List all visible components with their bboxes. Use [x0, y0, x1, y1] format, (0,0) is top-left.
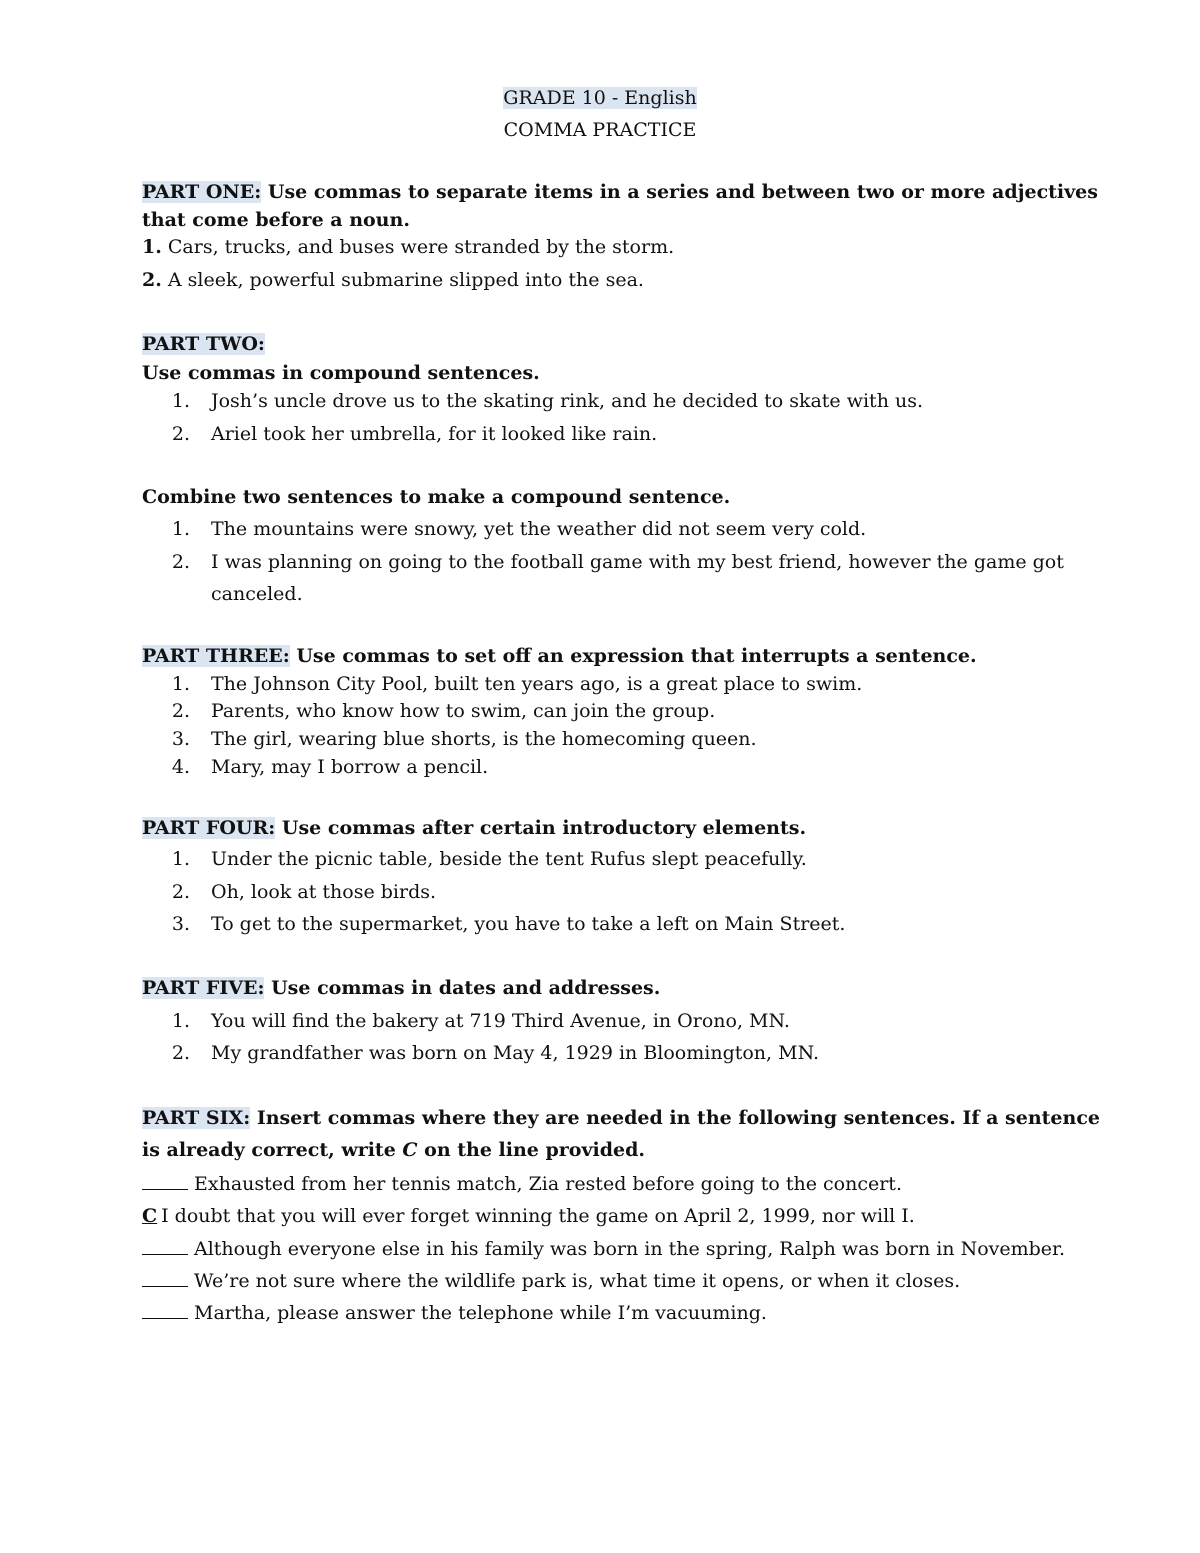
title-text: GRADE 10 - English — [503, 87, 697, 109]
part-two-heading — [142, 331, 265, 357]
part-two-sub1-title: Use commas in compound sentences. — [142, 362, 540, 384]
answer-filled[interactable]: C — [142, 1205, 158, 1227]
part-one-heading — [142, 179, 1098, 205]
answer-row: Exhausted from her tennis match, Zia rested before going to the concert. — [142, 1170, 902, 1197]
part-five-instruction: Use commas in dates and addresses. — [271, 977, 661, 999]
part-three-instruction: Use commas to set off an expression that interrupts a sentence. — [296, 645, 977, 667]
answer-blank[interactable] — [142, 1299, 188, 1319]
part-four-heading — [142, 815, 806, 841]
answer-row: Martha, please answer the telephone while I’m vacuuming. — [142, 1299, 767, 1326]
part-two-label: PART TWO: — [142, 333, 265, 355]
page-subtitle: COMMA PRACTICE — [503, 119, 697, 141]
answer-row: We’re not sure where the wildlife park is, what time it opens, or when it closes. — [142, 1267, 960, 1294]
part-one-item: 2. A sleek, powerful submarine slipped into the sea. — [142, 269, 644, 291]
part-five-label: PART FIVE: — [142, 977, 265, 999]
answer-blank[interactable] — [142, 1170, 188, 1190]
answer-blank[interactable] — [142, 1267, 188, 1287]
answer-row: C I doubt that you will ever forget winning the game on April 2, 1999, nor will I. — [142, 1205, 915, 1227]
part-one-instruction: Use commas to separate items in a series and between two or more adjectives — [267, 181, 1098, 203]
part-six-heading — [142, 1105, 1100, 1131]
part-four-instruction: Use commas after certain introductory elements. — [281, 817, 807, 839]
part-six-label: PART SIX: — [142, 1107, 251, 1129]
part-two-sub2-title: Combine two sentences to make a compound sentence. — [142, 486, 731, 508]
answer-row: Although everyone else in his family was born in the spring, Ralph was born in November. — [142, 1235, 1065, 1262]
part-five-heading — [142, 975, 660, 1001]
part-one-label: PART ONE: — [142, 181, 262, 203]
part-one-item: 1. Cars, trucks, and buses were stranded by the storm. — [142, 236, 675, 258]
part-three-heading — [142, 643, 977, 669]
part-three-label: PART THREE: — [142, 645, 290, 667]
part-six-instruction: Insert commas where they are needed in the following sentences. If a sentence — [256, 1107, 1100, 1129]
answer-blank[interactable] — [142, 1235, 188, 1255]
part-six-instruction-cont: is already correct, write C on the line provided. — [142, 1139, 645, 1161]
list-item-continuation: canceled. — [211, 583, 303, 605]
part-four-label: PART FOUR: — [142, 817, 276, 839]
page-title — [142, 85, 1058, 111]
part-one-instruction-cont: that come before a noun. — [142, 209, 410, 231]
